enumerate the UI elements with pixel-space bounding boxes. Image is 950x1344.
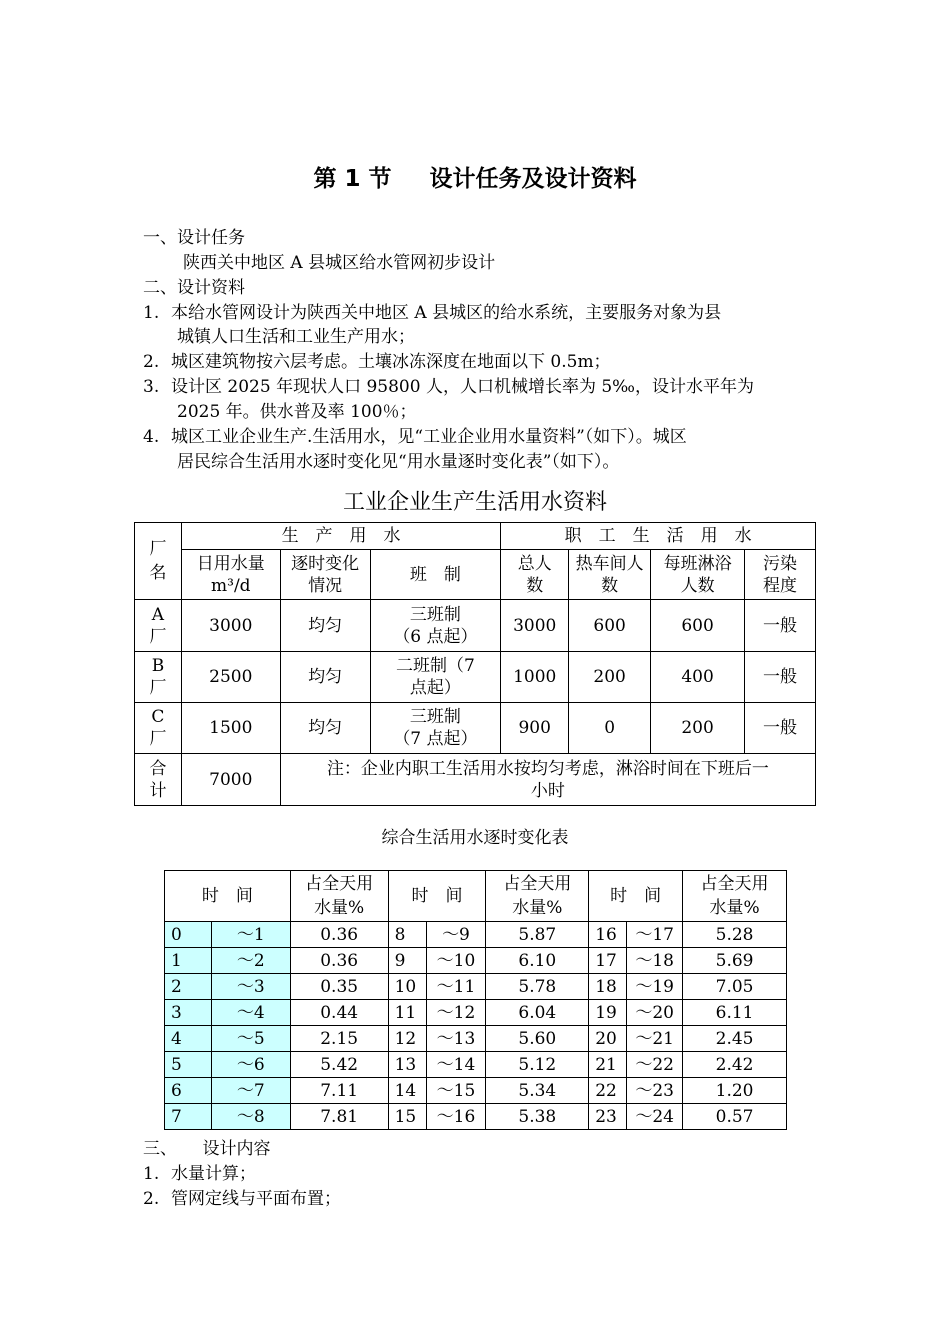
table-row xyxy=(165,1000,787,1026)
table-cell: 23 xyxy=(589,1104,627,1130)
table-cell: 12 xyxy=(388,1026,426,1052)
header-production: 生 产 用 水 xyxy=(181,523,500,550)
item-4-line2: 居民综合生活用水逐时变化见“用水量逐时变化表”（如下）。 xyxy=(177,452,620,472)
table-cell: ～12 xyxy=(426,1000,486,1026)
item-3-line1: 3. 设计区 2025 年现状人口 95800 人，人口机械增长率为 5‰，设计水平年为 xyxy=(143,377,754,397)
table-cell: 2.15 xyxy=(290,1026,388,1052)
table-cell: ～24 xyxy=(627,1104,683,1130)
table-cell: ～17 xyxy=(627,922,683,948)
table-row: C厂 1500 均匀 三班制 （7 点起） 900 0 200 一般 xyxy=(135,703,816,754)
table-cell: 0 xyxy=(165,922,212,948)
table-cell: 2.45 xyxy=(683,1026,787,1052)
table-cell: 5.38 xyxy=(486,1104,589,1130)
table-cell: 17 xyxy=(589,948,627,974)
table-cell: ～23 xyxy=(627,1078,683,1104)
item-2-line1: 2. 城区建筑物按六层考虑。土壤冰冻深度在地面以下 0.5m； xyxy=(143,352,611,372)
header-daily: 日用水量 m³/d xyxy=(181,550,280,600)
table-cell: 5.60 xyxy=(486,1026,589,1052)
header-pct-3: 占全天用 水量% xyxy=(683,871,787,922)
table-row: A厂 3000 均匀 三班制 （6 点起） 3000 600 600 一般 xyxy=(135,600,816,652)
table-cell: ～4 xyxy=(211,1000,290,1026)
table-cell: ～2 xyxy=(211,948,290,974)
header-factory: 厂名 xyxy=(135,523,182,600)
table-row xyxy=(165,1026,787,1052)
table-cell: ～1 xyxy=(211,922,290,948)
table-cell: 0.36 xyxy=(290,922,388,948)
header-pct-1: 占全天用 水量% xyxy=(290,871,388,922)
header-time-1: 时 间 xyxy=(165,871,291,922)
table-cell: 0.36 xyxy=(290,948,388,974)
header-hourly: 逐时变化情况 xyxy=(280,550,370,600)
table-note: 注：企业内职工生活用水按均匀考虑，淋浴时间在下班后一 小时 xyxy=(280,754,815,806)
section-title: 设计任务及设计资料 xyxy=(429,166,637,192)
table-cell: ～3 xyxy=(211,974,290,1000)
table-cell: ～16 xyxy=(426,1104,486,1130)
table-cell: 0.35 xyxy=(290,974,388,1000)
table-cell: 2.42 xyxy=(683,1052,787,1078)
table-cell: ～11 xyxy=(426,974,486,1000)
table-cell: 7 xyxy=(165,1104,212,1130)
header-time-3: 时 间 xyxy=(589,871,683,922)
header-shift: 班 制 xyxy=(370,550,501,600)
table-cell: ～14 xyxy=(426,1052,486,1078)
table-cell: ～19 xyxy=(627,974,683,1000)
table1-title: 工业企业生产生活用水资料 xyxy=(342,490,607,515)
section1-heading: 一、设计任务 xyxy=(143,228,245,248)
table-cell: ～9 xyxy=(426,922,486,948)
table-cell: 9 xyxy=(388,948,426,974)
page-title xyxy=(0,160,950,193)
table-cell: 10 xyxy=(388,974,426,1000)
table-row xyxy=(165,948,787,974)
table-cell: 7.05 xyxy=(683,974,787,1000)
industrial-water-table xyxy=(134,522,816,806)
table-cell: 5.34 xyxy=(486,1078,589,1104)
hourly-variation-table xyxy=(164,870,787,1130)
table-cell: 7.11 xyxy=(290,1078,388,1104)
table2-caption: 综合生活用水逐时变化表 xyxy=(381,828,569,848)
table-row: B厂 2500 均匀 二班制（7 点起） 1000 200 400 一般 xyxy=(135,652,816,703)
section3-item-1: 1. 水量计算； xyxy=(143,1164,256,1184)
table-cell: ～10 xyxy=(426,948,486,974)
table-row xyxy=(165,1052,787,1078)
header-total: 总人数 xyxy=(501,550,569,600)
table-cell: 7.81 xyxy=(290,1104,388,1130)
table-cell: 2 xyxy=(165,974,212,1000)
header-staff: 职 工 生 活 用 水 xyxy=(501,523,816,550)
table-cell: 5.42 xyxy=(290,1052,388,1078)
table-cell: 1 xyxy=(165,948,212,974)
table-row xyxy=(165,1078,787,1104)
table-cell: ～6 xyxy=(211,1052,290,1078)
table-cell: 11 xyxy=(388,1000,426,1026)
table-cell: 5.69 xyxy=(683,948,787,974)
section2-heading: 二、设计资料 xyxy=(143,278,245,298)
table-cell: ～8 xyxy=(211,1104,290,1130)
table-cell: 4 xyxy=(165,1026,212,1052)
table-row xyxy=(165,1104,787,1130)
table-cell: 16 xyxy=(589,922,627,948)
table-cell: 3 xyxy=(165,1000,212,1026)
table-cell: 5.87 xyxy=(486,922,589,948)
table-cell: 6.04 xyxy=(486,1000,589,1026)
table-cell: 5.28 xyxy=(683,922,787,948)
table-cell: ～5 xyxy=(211,1026,290,1052)
table-row-total: 合计 7000 注：企业内职工生活用水按均匀考虑，淋浴时间在下班后一 小时 xyxy=(135,754,816,806)
table-cell: 14 xyxy=(388,1078,426,1104)
table-cell: 6.10 xyxy=(486,948,589,974)
item-4-line1: 4. 城区工业企业生产.生活用水，见“工业企业用水量资料”（如下）。城区 xyxy=(143,427,687,447)
table-cell: 6 xyxy=(165,1078,212,1104)
table-cell: 15 xyxy=(388,1104,426,1130)
table-cell: ～13 xyxy=(426,1026,486,1052)
table-cell: 6.11 xyxy=(683,1000,787,1026)
table-cell: 22 xyxy=(589,1078,627,1104)
table-cell: 0.44 xyxy=(290,1000,388,1026)
section-number: 第 1 节 xyxy=(313,166,392,192)
table-cell: ～15 xyxy=(426,1078,486,1104)
section3-heading: 三、 设计内容 xyxy=(143,1139,271,1159)
section1-body: 陕西关中地区 A 县城区给水管网初步设计 xyxy=(183,253,496,273)
header-hot: 热车间人数 xyxy=(569,550,651,600)
table-cell: ～20 xyxy=(627,1000,683,1026)
table-row xyxy=(165,922,787,948)
table-cell: 20 xyxy=(589,1026,627,1052)
header-time-2: 时 间 xyxy=(388,871,486,922)
table-cell: 5.12 xyxy=(486,1052,589,1078)
table-cell: 1.20 xyxy=(683,1078,787,1104)
table-cell: ～7 xyxy=(211,1078,290,1104)
header-pollution: 污染程度 xyxy=(745,550,816,600)
table-row xyxy=(165,974,787,1000)
item-3-line2: 2025 年。供水普及率 100％； xyxy=(177,402,417,422)
table-cell: ～21 xyxy=(627,1026,683,1052)
table-cell: 19 xyxy=(589,1000,627,1026)
table-cell: 5 xyxy=(165,1052,212,1078)
header-shower: 每班淋浴人数 xyxy=(651,550,745,600)
table-cell: ～18 xyxy=(627,948,683,974)
table-cell: 0.57 xyxy=(683,1104,787,1130)
table-cell: 18 xyxy=(589,974,627,1000)
table-cell: 21 xyxy=(589,1052,627,1078)
table-cell: 5.78 xyxy=(486,974,589,1000)
section3-item-2: 2. 管网定线与平面布置； xyxy=(143,1189,341,1209)
table-cell: 13 xyxy=(388,1052,426,1078)
item-1-line2: 城镇人口生活和工业生产用水； xyxy=(177,327,415,347)
item-1-line1: 1. 本给水管网设计为陕西关中地区 A 县城区的给水系统，主要服务对象为县 xyxy=(143,303,722,323)
header-pct-2: 占全天用 水量% xyxy=(486,871,589,922)
table-cell: ～22 xyxy=(627,1052,683,1078)
table-cell: 8 xyxy=(388,922,426,948)
